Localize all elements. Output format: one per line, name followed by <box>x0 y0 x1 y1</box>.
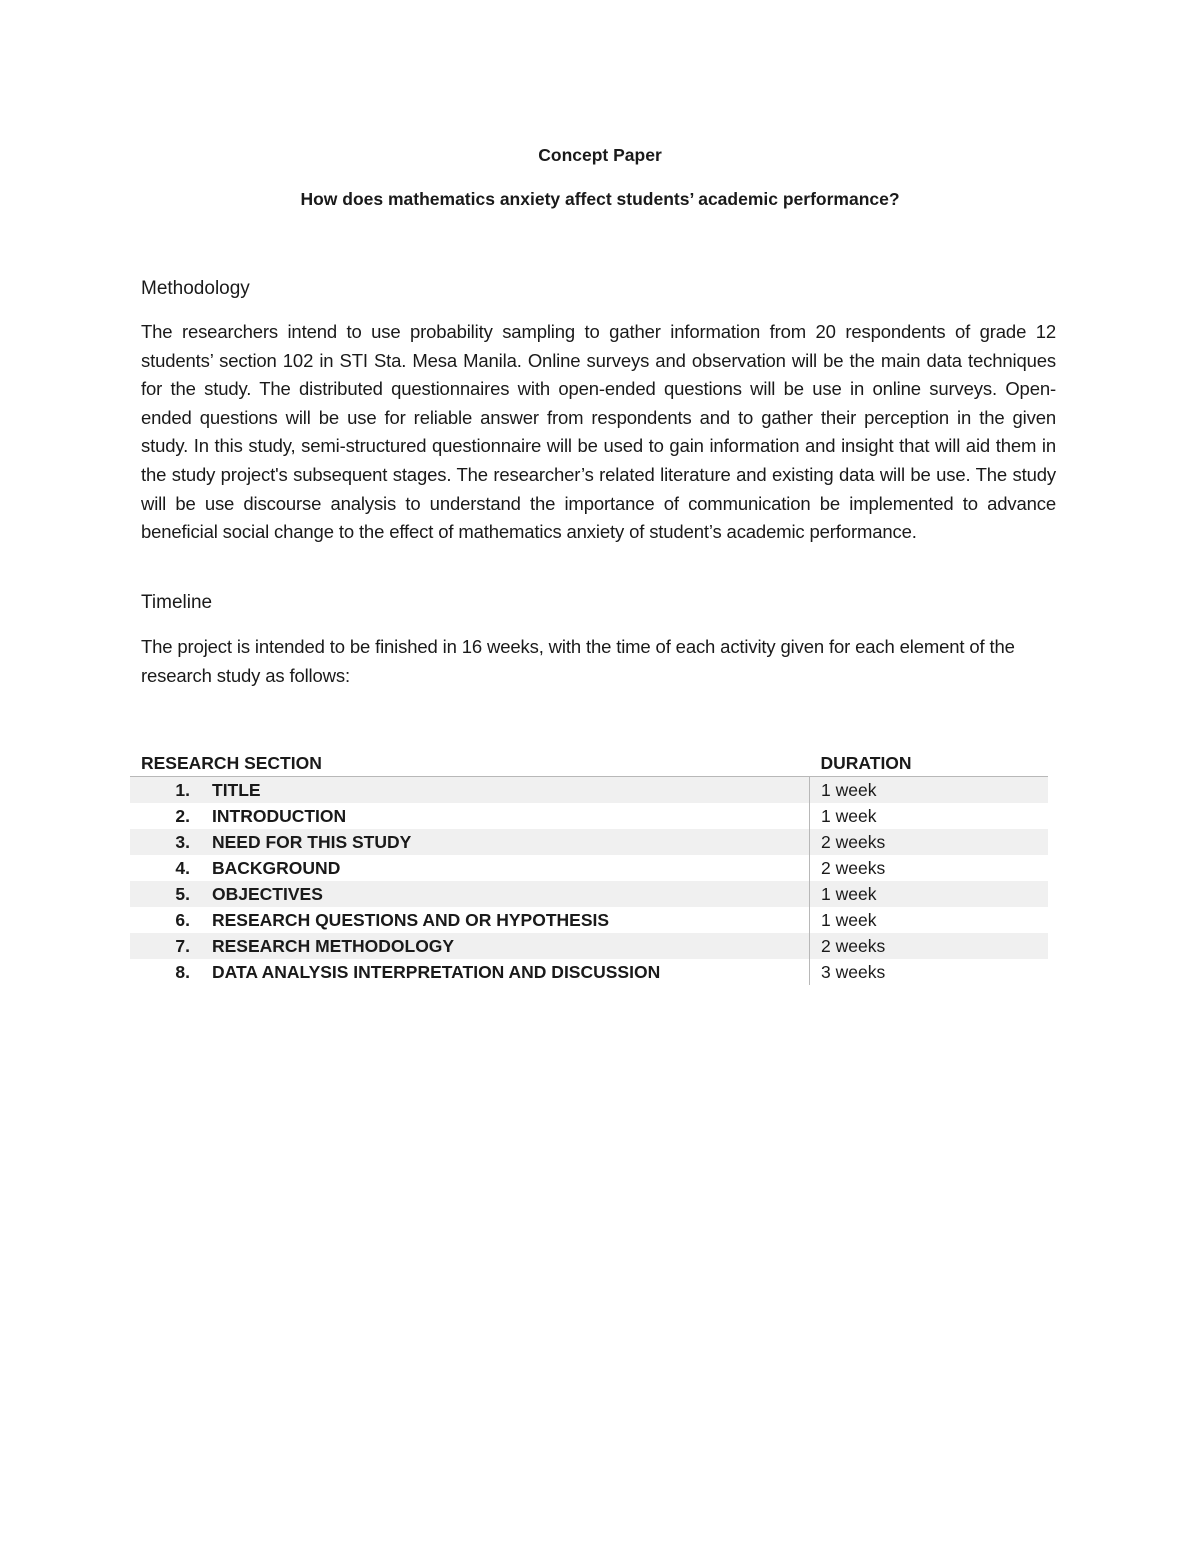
research-section-cell: TITLE <box>190 777 810 804</box>
row-number: 1. <box>130 777 190 804</box>
timeline-heading: Timeline <box>141 592 213 613</box>
section-column-header: RESEARCH SECTION <box>130 751 810 777</box>
table-row <box>130 777 1048 804</box>
table-row <box>130 829 1048 855</box>
methodology-heading: Methodology <box>141 278 250 299</box>
row-number: 4. <box>175 857 190 878</box>
methodology-paragraph: The researchers intend to use probability sampling to gather information from 20 respondents of grade 12 students’ section 102 in STI Sta. Mesa Manila. Online surveys and observation will be the main data techniques for the study. The distributed questionnaires with open-ended questions will be use in online surveys. Open-ended questions will be use for reliable answer from respondents and to gather their perception in the given study. In this study, semi-structured questionnaire will be used to gain information and insight that will aid them in the study project's subsequent stages. The researcher’s related literature and existing data will be use. The study will be use discourse analysis to understand the importance of communication be implemented to advance beneficial social change to the effect of mathematics anxiety of student’s academic performance. <box>141 321 1056 543</box>
document-title: Concept Paper <box>538 145 662 165</box>
row-number: 7. <box>130 933 190 959</box>
table-row <box>130 881 1048 907</box>
research-section-cell: BACKGROUND <box>212 857 341 878</box>
row-number: 5. <box>130 881 190 907</box>
row-number: 3. <box>130 829 190 855</box>
duration-cell: 1 week <box>810 803 1049 829</box>
research-section-cell: DATA ANALYSIS INTERPRETATION AND DISCUSSION <box>212 961 661 982</box>
schedule-body <box>130 777 1048 986</box>
table-row <box>130 959 1048 985</box>
row-number: 6. <box>175 909 190 930</box>
duration-cell: 3 weeks <box>810 959 1049 985</box>
duration-cell: 2 weeks <box>810 829 1049 855</box>
row-number: 2. <box>175 805 190 826</box>
research-section-cell: INTRODUCTION <box>212 805 347 826</box>
table-row <box>130 933 1048 959</box>
duration-cell: 1 week <box>810 777 1049 804</box>
research-section-cell: RESEARCH QUESTIONS AND OR HYPOTHESIS <box>212 909 610 930</box>
timeline-paragraph: The project is intended to be finished in 16 weeks, with the time of each activity given for each element of the research study as follows: <box>141 636 1015 686</box>
research-question: How does mathematics anxiety affect students’ academic performance? <box>300 189 900 209</box>
table-row <box>130 803 1048 829</box>
table-row <box>130 907 1048 933</box>
duration-cell: 2 weeks <box>810 855 1049 881</box>
schedule-header-row <box>130 751 1048 777</box>
research-section-cell: OBJECTIVES <box>190 881 810 907</box>
duration-cell: 1 week <box>810 907 1049 933</box>
row-number: 8. <box>175 961 190 982</box>
duration-cell: 2 weeks <box>810 933 1049 959</box>
duration-cell: 1 week <box>810 881 1049 907</box>
table-row <box>130 855 1048 881</box>
schedule-table <box>130 751 1048 985</box>
research-section-cell: NEED FOR THIS STUDY <box>190 829 810 855</box>
research-section-cell: RESEARCH METHODOLOGY <box>190 933 810 959</box>
duration-column-header: DURATION <box>810 751 1049 777</box>
